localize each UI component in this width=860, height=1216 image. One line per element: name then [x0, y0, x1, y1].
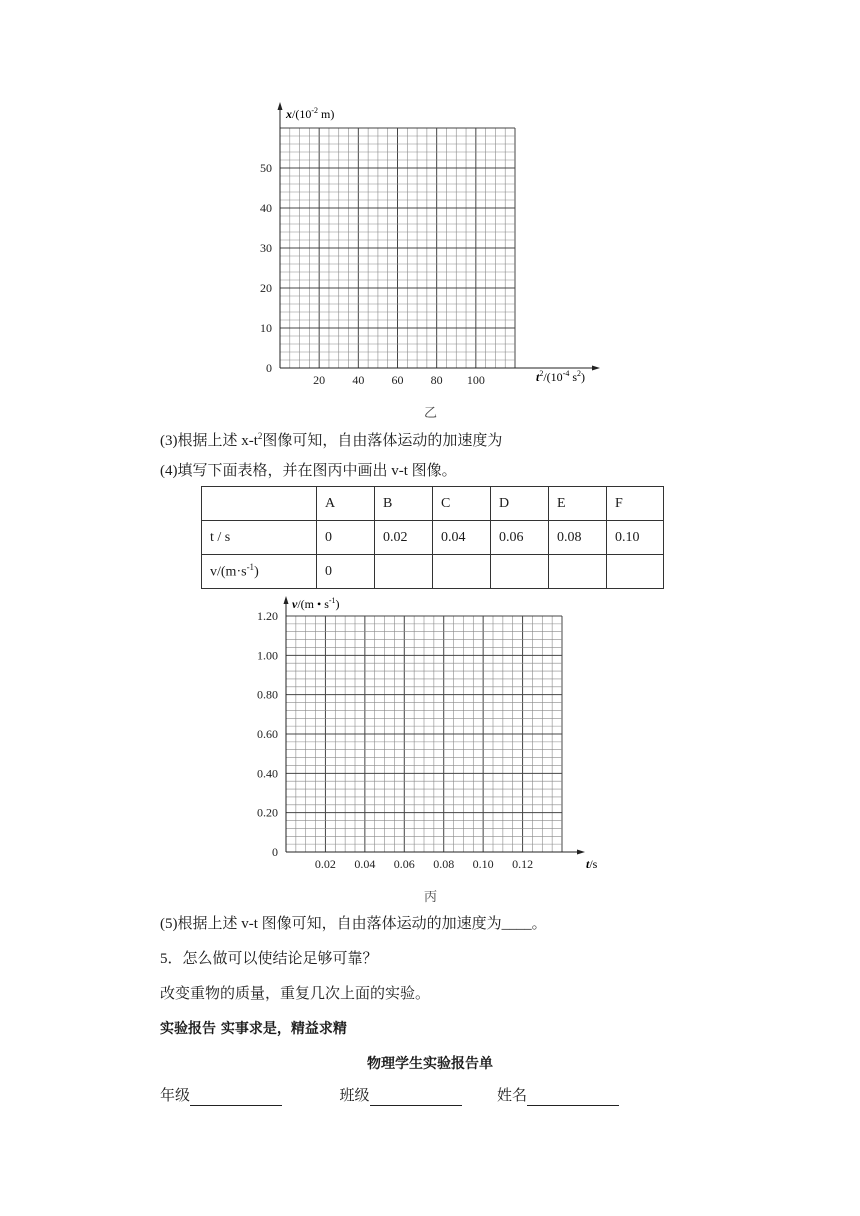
y-tick-label: 1.20 — [257, 609, 278, 623]
chart1-y-label: $x/(10^{-2}$ m) — [286, 106, 335, 121]
table-cell: E — [549, 487, 607, 521]
table-cell: 0.02 — [375, 521, 433, 555]
table-row-label: t / s — [202, 521, 317, 555]
x-tick-label: 0.08 — [433, 857, 455, 871]
chart1-x-arrow — [592, 366, 600, 371]
table-cell — [202, 487, 317, 521]
x-tick-label: 80 — [430, 373, 443, 387]
y-tick-label: 0.80 — [257, 687, 278, 702]
name-field[interactable] — [527, 1089, 619, 1106]
table-input-cell[interactable] — [607, 555, 664, 589]
table-cell: C — [433, 487, 491, 521]
report-title: 物理学生实验报告单 — [367, 1056, 493, 1072]
y-tick-label: 0.40 — [257, 766, 278, 781]
x-tick-label: 20 — [313, 373, 326, 387]
table-input-cell[interactable] — [549, 555, 607, 589]
table-cell: F — [607, 487, 664, 521]
name-label: 姓名 — [497, 1088, 528, 1104]
chart2-y-label: v/(m • $s^{-1}$) — [292, 596, 340, 611]
chart-v-t — [250, 592, 610, 882]
chart1-caption: 乙 — [424, 406, 438, 421]
table-cell: 0 — [317, 521, 375, 555]
chart2-grid — [286, 616, 562, 852]
section-5-answer: 改变重物的质量，重复几次上面的实验。 — [160, 986, 431, 1002]
table-input-cell[interactable] — [491, 555, 549, 589]
student-info-row — [160, 1086, 619, 1106]
data-table — [201, 486, 664, 589]
y-tick-label: 30 — [260, 241, 272, 255]
grade-field[interactable] — [190, 1089, 282, 1106]
table-cell: 0.04 — [433, 521, 491, 555]
y-tick-label: 0 — [272, 845, 278, 859]
chart2-caption: 丙 — [424, 890, 438, 905]
y-tick-label: 0.60 — [257, 727, 278, 741]
x-tick-label: 0.12 — [512, 857, 534, 871]
x-tick-label: 0.06 — [393, 857, 415, 871]
table-input-cell[interactable] — [375, 555, 433, 589]
x-tick-label: 40 — [352, 373, 365, 387]
y-tick-label: 0.20 — [257, 805, 278, 820]
table-cell: 0.08 — [549, 521, 607, 555]
table-input-cell[interactable] — [433, 555, 491, 589]
x-tick-label: 0.10 — [472, 857, 494, 871]
chart2-x-arrow — [577, 850, 585, 855]
question-3: (3)根据上述 $x-t^2$图像可知，自由落体运动的加速度为 — [160, 431, 503, 449]
y-tick-label: 0 — [266, 361, 272, 375]
chart2-x-label: t/s — [586, 857, 598, 871]
y-tick-label: 10 — [260, 321, 272, 335]
y-tick-label: 40 — [260, 201, 272, 215]
y-tick-label: 20 — [260, 281, 272, 295]
x-tick-label: 0.04 — [354, 857, 376, 871]
table-row-label: $v/(m\cdot s^{-1})$ — [202, 555, 317, 589]
table-cell: B — [375, 487, 433, 521]
grade-label: 年级 — [160, 1088, 191, 1104]
class-label: 班级 — [339, 1088, 370, 1104]
table-cell: D — [491, 487, 549, 521]
table-cell: 0 — [317, 555, 375, 589]
question-5: (5)根据上述 v-t 图像可知，自由落体运动的加速度为____。 — [160, 916, 547, 932]
x-tick-label: 60 — [391, 373, 404, 387]
chart1-grid — [280, 128, 515, 368]
question-4: (4)填写下面表格，并在图丙中画出 v-t 图像。 — [160, 463, 457, 479]
y-tick-label: 1.00 — [257, 648, 278, 663]
chart1-y-arrow — [278, 102, 283, 110]
chart2-y-arrow — [284, 596, 289, 604]
x-tick-label: 0.02 — [314, 857, 336, 871]
table-cell: 0.06 — [491, 521, 549, 555]
class-field[interactable] — [370, 1089, 462, 1106]
chart-x-t2 — [250, 98, 610, 398]
section-5: 5．怎么做可以使结论足够可靠？ — [160, 951, 378, 967]
chart1-x-label: $t^2/(10^{-4}$ $s^2$) — [536, 369, 586, 384]
answer-blank[interactable]: ____ — [501, 916, 532, 932]
table-row-t — [202, 521, 664, 555]
y-tick-label: 50 — [260, 161, 272, 175]
table-header-row — [202, 487, 664, 521]
table-row-v — [202, 555, 664, 589]
x-tick-label: 100 — [466, 373, 485, 387]
report-heading: 实验报告 实事求是，精益求精 — [160, 1021, 347, 1037]
table-cell: A — [317, 487, 375, 521]
table-cell: 0.10 — [607, 521, 664, 555]
